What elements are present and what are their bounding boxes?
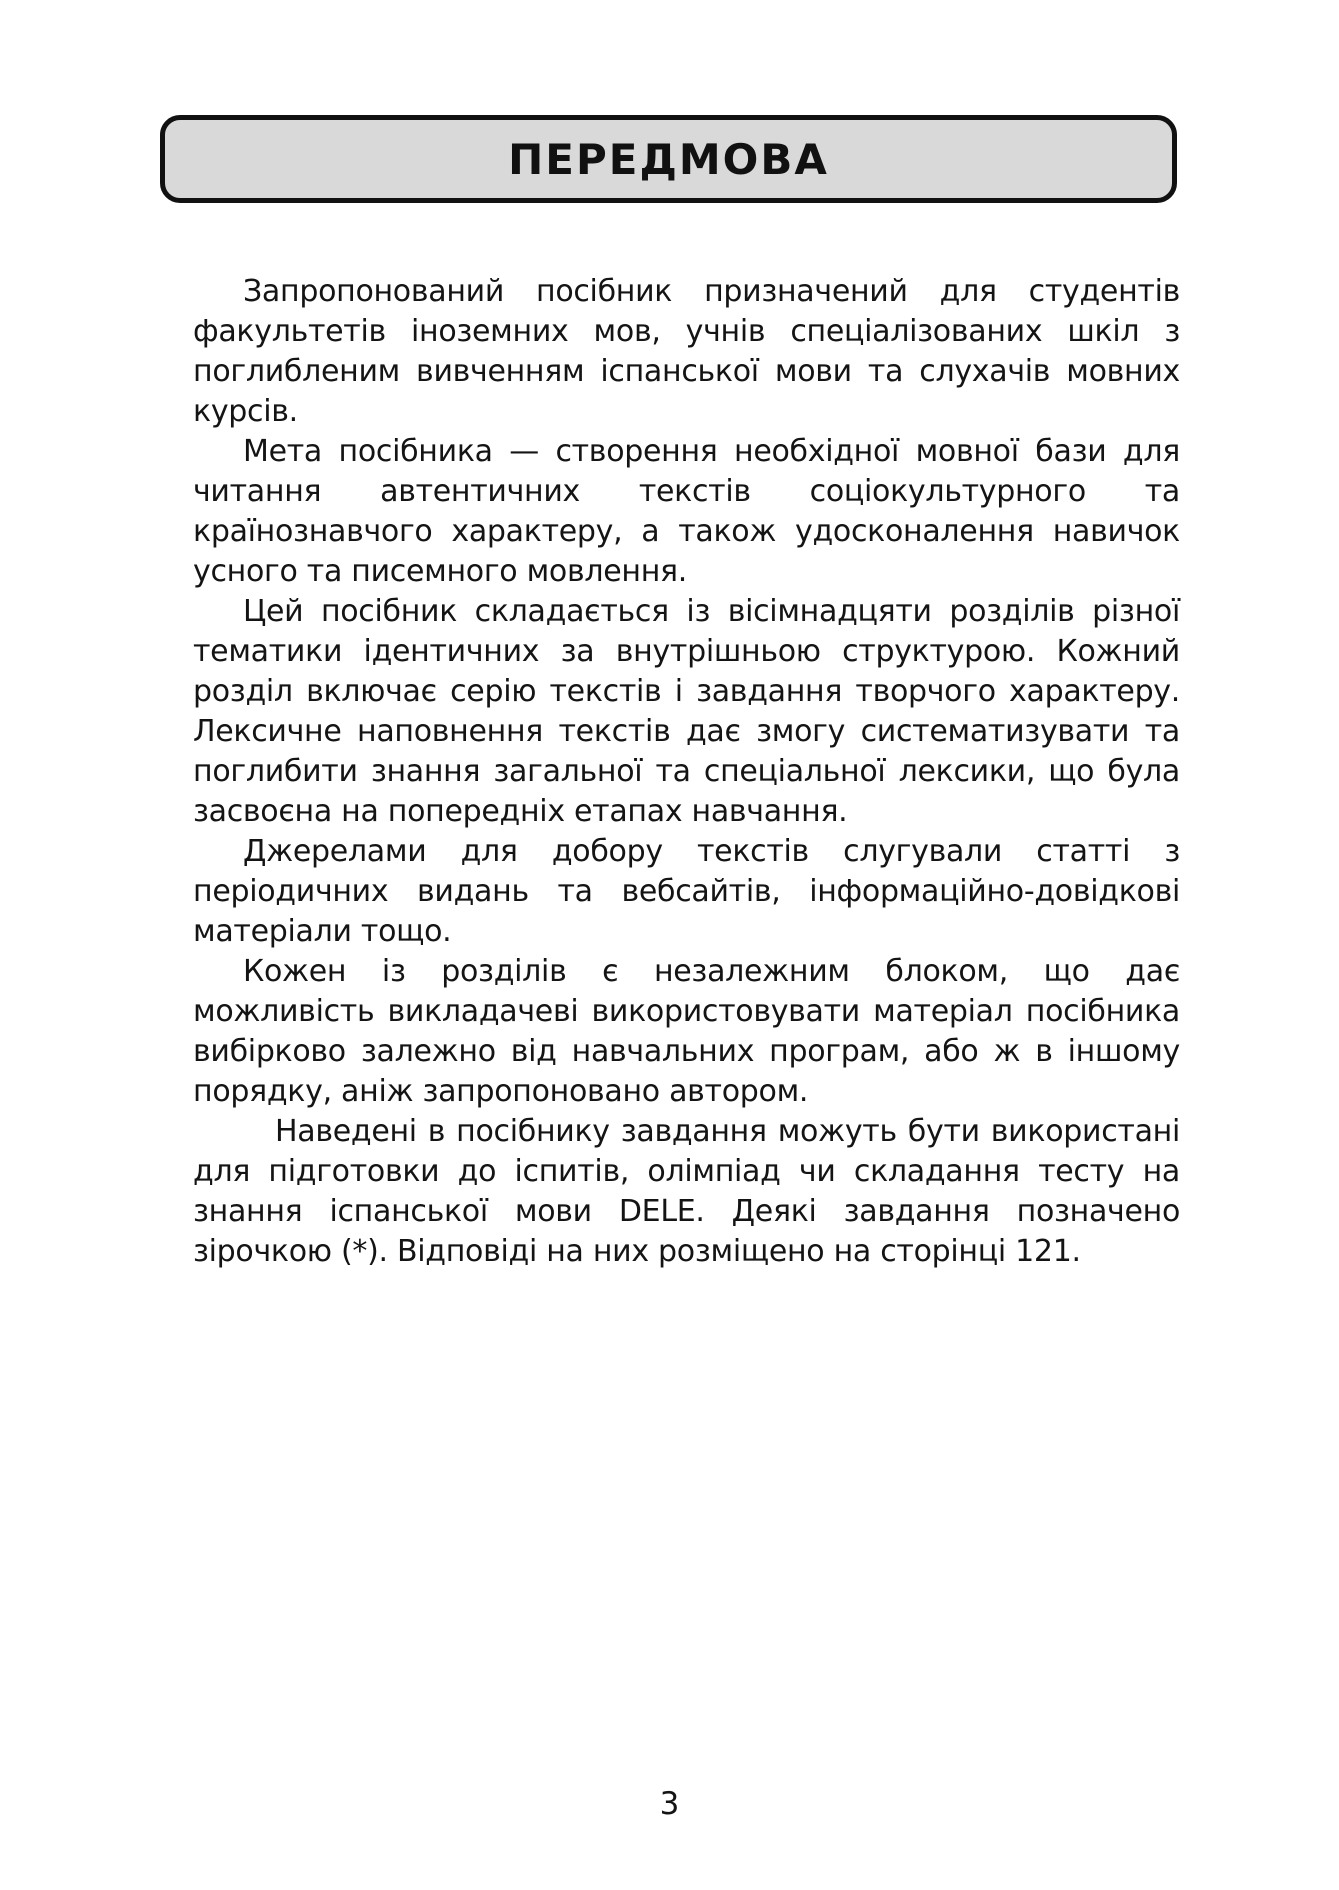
paragraph: Мета посібника — створення необхідної мовної бази для читання автентичних текстів соціокультурного та країнознавчого характеру, а також удосконалення навичок усного та писемного мовлення. bbox=[193, 434, 1180, 589]
paragraph: Кожен із розділів є незалежним блоком, що дає можливість викладачеві використовувати матеріал посібника вибірково залежно від навчальних програм, або ж в іншому порядку, аніж запропоновано автором. bbox=[193, 954, 1180, 1109]
page-number: 3 bbox=[659, 1786, 680, 1822]
paragraph: Джерелами для добору текстів слугували статті з періодичних видань та вебсайтів, інформаційно-довідкові матеріали тощо. bbox=[193, 834, 1180, 949]
paragraph: Цей посібник складається із вісімнадцяти розділів різної тематики ідентичних за внутрішньою структурою. Кожний розділ включає серію текстів і завдання творчого характеру. Лексичне наповнення текстів дає змогу систематизувати та поглибити знання загальної та спеціальної лексики, що була засвоєна на попередніх етапах навчання. bbox=[193, 594, 1180, 829]
paragraph: Запропонований посібник призначений для студентів факультетів іноземних мов, учнів спеціалізованих шкіл з поглибленим вивченням іспанської мови та слухачів мовних курсів. bbox=[193, 274, 1180, 429]
chapter-title-box bbox=[160, 115, 1177, 203]
body-text bbox=[193, 272, 1180, 1272]
paragraph: Наведені в посібнику завдання можуть бути використані для підготовки до іспитів, олімпіад чи складання тесту на знання іспанської мови DELE. Деякі завдання позначено зірочкою (*). Відповіді на них розміщено на сторінці 121. bbox=[193, 1114, 1180, 1269]
chapter-title: ПЕРЕДМОВА bbox=[508, 134, 829, 184]
